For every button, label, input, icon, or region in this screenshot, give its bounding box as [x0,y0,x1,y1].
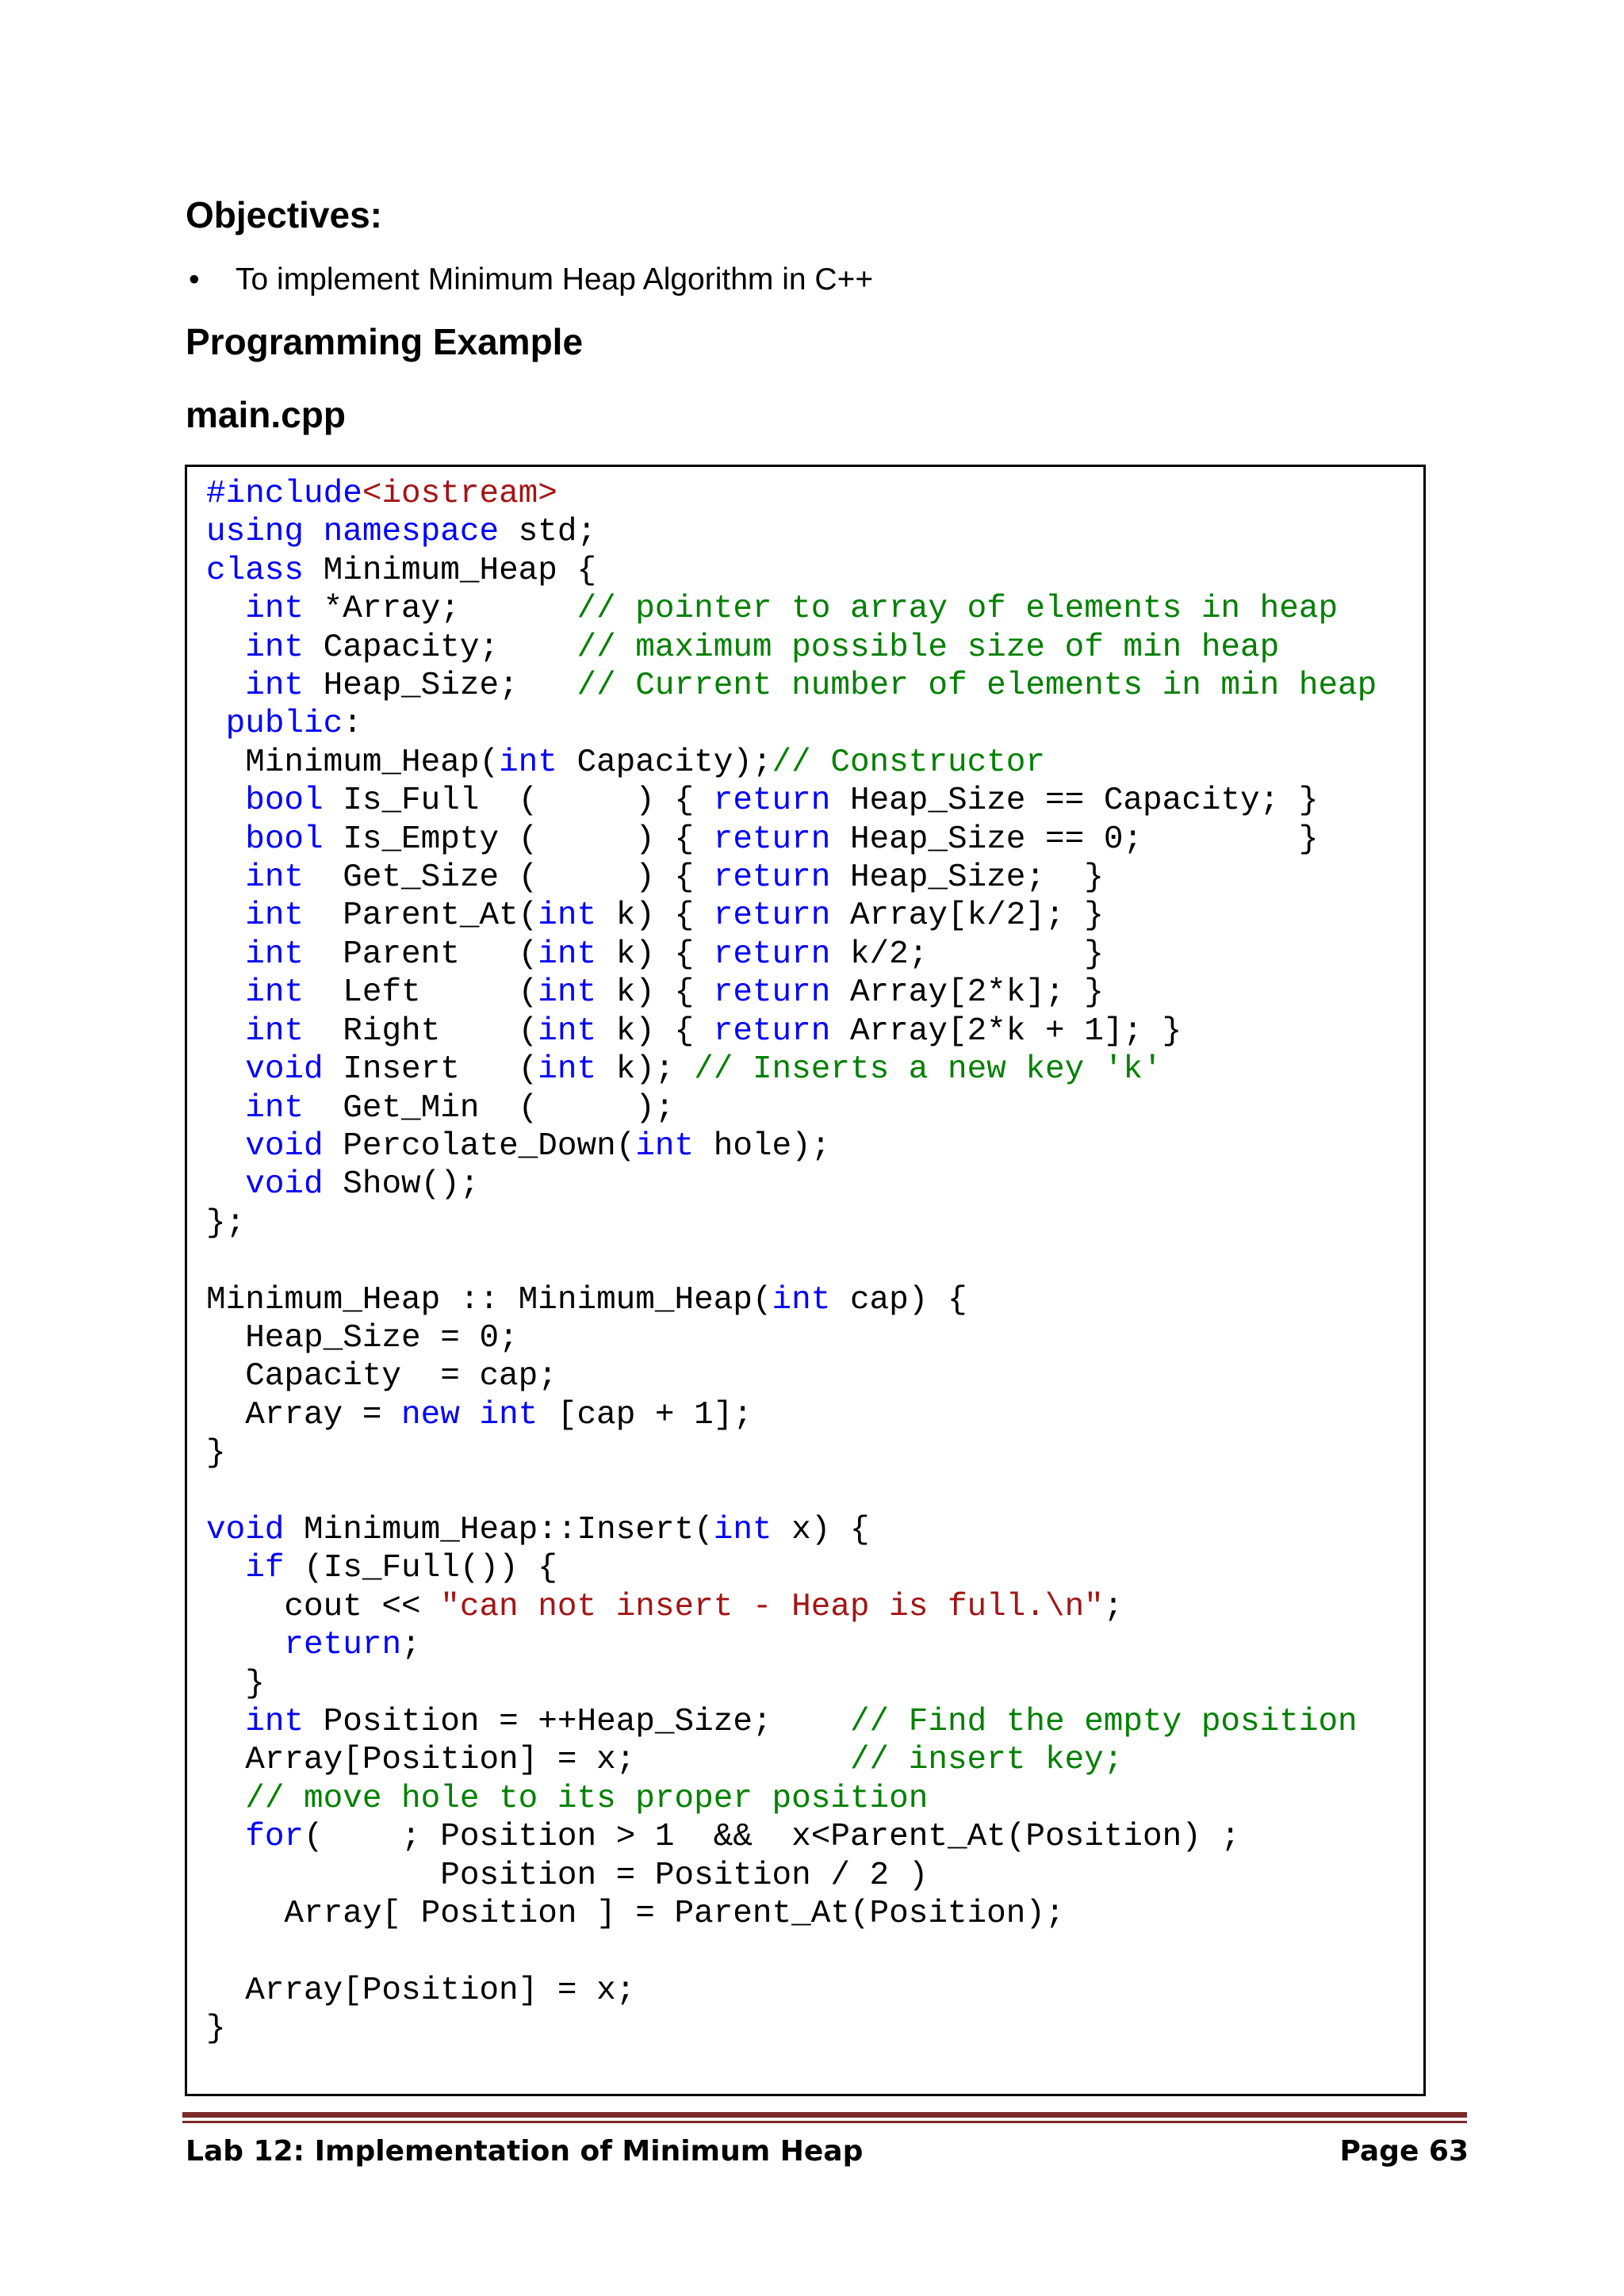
code-keyword: int [245,859,304,897]
code-text: Insert ( [323,1051,538,1089]
code-keyword: int [245,936,304,973]
code-line [206,1589,1123,1625]
code-line [206,1666,265,1702]
code-keyword: int [538,1051,597,1089]
code-text: Is_Empty ( ) { [323,821,714,858]
code-comment: // Current number of elements in min heap [576,668,1377,705]
code-line [206,744,1045,781]
code-text: k) { [596,1012,714,1050]
code-text [206,1781,245,1817]
code-text: cout << [206,1588,441,1625]
code-keyword: int [245,591,304,628]
code-line [206,974,1104,1011]
code-text: } [206,1665,265,1702]
code-line [206,1858,928,1894]
code-text [206,897,245,934]
code-keyword: return [713,783,831,820]
code-text [206,783,245,819]
objective-text: To implement Minimum Heap Algorithm in C++ [236,262,874,297]
code-text: Get_Min ( ); [304,1089,675,1127]
code-keyword: int [245,1089,304,1127]
code-keyword: int [713,1511,772,1548]
objectives-list [186,262,873,299]
code-text: k); [596,1051,695,1089]
code-text: Position = Position / 2 ) [206,1857,929,1894]
code-line [206,476,557,512]
code-comment: // Constructor [772,744,1045,781]
code-line [206,1512,870,1548]
code-listing-box [185,465,1426,2096]
code-line [206,1090,675,1127]
code-text [206,974,245,1011]
code-line [206,1435,226,1471]
code-keyword: void [245,1166,324,1203]
objectives-heading: Objectives: [186,194,382,235]
code-text: ; [401,1627,421,1664]
code-text: Heap_Size; } [830,859,1104,897]
code-text: std; [499,514,597,551]
code-text [460,1397,480,1433]
code-keyword: return [713,859,831,897]
code-text [206,1090,245,1127]
code-keyword: bool [245,783,324,820]
code-text [206,629,245,666]
code-line [206,1320,519,1357]
code-text [206,1550,245,1586]
code-text [206,1819,245,1855]
code-text: Heap_Size = 0; [206,1319,519,1357]
code-keyword: int [245,1704,304,1740]
footer-lab-title: Lab 12: Implementation of Minimum Heap [186,2135,864,2168]
code-keyword: int [538,936,597,973]
code-line [206,1627,421,1663]
code-line [206,783,1318,819]
code-keyword: if [245,1550,285,1587]
code-text: [cap + 1]; [538,1396,753,1433]
code-text: Capacity; [304,629,577,666]
code-keyword: using [206,514,304,551]
code-line [206,1013,1182,1050]
code-keyword: int [772,1281,831,1318]
code-text [206,1128,245,1165]
code-line [206,1397,753,1433]
code-keyword: return [713,974,831,1012]
code-text: Minimum_Heap { [304,552,597,589]
code-text: Right ( [304,1012,538,1050]
code-line [206,514,596,550]
code-text [206,706,226,742]
code-text: x) { [772,1511,870,1548]
code-line [206,1896,1065,1932]
code-keyword: int [538,974,597,1012]
footer-rule-thin [182,2121,1467,2123]
code-text [206,821,245,858]
code-comment: // pointer to array of elements in heap [576,591,1339,628]
code-text: Minimum_Heap :: Minimum_Heap( [206,1281,772,1318]
code-line [206,668,1377,704]
code-text: *Array; [304,591,577,628]
code-text [206,859,245,896]
code-text [206,591,245,627]
code-text: k/2; } [830,936,1104,973]
code-keyword: int [538,1012,597,1050]
code-line [206,1282,967,1318]
code-text: Heap_Size == 0; } [830,821,1319,858]
code-keyword: void [245,1051,324,1089]
code-text: (Is_Full()) { [284,1550,557,1587]
code-keyword: int [538,897,597,935]
code-text: ( ; Position > 1 && x<Parent_At(Position) ; [304,1819,1241,1856]
code-string: <iostream> [362,476,557,512]
code-text: Left ( [304,974,538,1012]
code-line [206,859,1104,896]
code-text: Percolate_Down( [323,1127,636,1165]
code-keyword: return [713,821,831,858]
code-keyword: int [245,897,304,935]
code-text: Capacity = cap; [206,1358,557,1395]
code-text: k) { [596,974,714,1012]
code-keyword: int [479,1396,538,1433]
code-keyword: int [245,974,304,1012]
code-comment: // Find the empty position [849,1704,1358,1740]
code-line [206,897,1104,934]
code-line [206,1781,928,1817]
code-keyword: namespace [323,514,500,551]
code-text: Heap_Size == Capacity; } [830,783,1319,820]
code-line [206,1358,557,1395]
code-keyword: return [713,897,831,935]
code-keyword: return [284,1627,402,1664]
code-keyword: public [225,706,343,743]
code-text [206,1704,245,1740]
footer-rule-thick [182,2112,1467,2118]
code-text: k) { [596,897,714,935]
code-line [206,1166,479,1203]
programming-example-heading: Programming Example [186,321,584,362]
objective-item [186,262,873,299]
code-keyword: return [713,1012,831,1050]
code-line [206,553,596,589]
code-text: hole); [694,1127,831,1165]
file-name-heading: main.cpp [186,394,346,435]
code-keyword: class [206,552,304,589]
code-text: Parent ( [304,936,538,973]
code-text: Minimum_Heap( [206,744,500,781]
code-text: Is_Full ( ) { [323,783,714,820]
code-text: Capacity); [557,744,772,781]
code-text [206,1166,245,1203]
code-text [206,1627,284,1663]
code-text: Array[Position] = x; [206,1972,636,2009]
code-line [206,1128,830,1165]
code-text: Array = [206,1396,402,1433]
code-keyword: int [245,668,304,705]
code-text: Array[2*k + 1]; } [830,1012,1182,1050]
code-line [206,1973,635,2009]
code-keyword: #include [206,476,362,512]
code-string: "can not insert - Heap is full.\n" [440,1588,1104,1625]
code-text: cap) { [830,1281,967,1318]
code-keyword: int [245,629,304,666]
code-text: Position = ++Heap_Size; [304,1704,850,1740]
code-text [206,668,245,704]
code-comment: // maximum possible size of min heap [576,629,1280,666]
code-line [206,629,1279,666]
code-text: ; [1103,1588,1124,1625]
code-keyword: int [635,1127,695,1165]
footer-page-number: Page 63 [1339,2135,1469,2168]
code-line [206,706,362,742]
code-text: } [206,2011,226,2048]
code-keyword: bool [245,821,324,858]
code-keyword: int [499,744,557,781]
code-text: Show(); [323,1166,480,1203]
code-line [206,1205,245,1242]
code-line [206,1704,1358,1740]
code-text: Get_Size ( ) { [304,859,714,897]
code-comment: // Inserts a new key 'k' [694,1051,1162,1089]
code-line [206,1742,1123,1778]
code-comment: // insert key; [849,1742,1124,1779]
code-keyword: void [206,1511,285,1548]
code-text: Minimum_Heap::Insert( [284,1511,714,1548]
code-text [206,1013,245,1050]
code-line [206,1550,557,1586]
code-text [304,514,324,550]
code-text: k) { [596,936,714,973]
code-text: Array[2*k]; } [830,974,1104,1012]
code-text [206,1051,245,1088]
code-line [206,2011,226,2047]
code-line [206,1819,1240,1855]
code-text [206,936,245,973]
code-text: Array[ Position ] = Parent_At(Position); [206,1896,1065,1933]
code-text: } [206,1435,226,1472]
code-line [206,1051,1162,1088]
code-keyword: return [713,936,831,973]
code-text: Parent_At( [304,897,538,935]
code-text: Array[k/2]; } [830,897,1104,935]
code-line [206,821,1318,858]
code-keyword: new [401,1396,460,1433]
code-text: }; [206,1204,246,1242]
code-keyword: int [245,1012,304,1050]
code-block [206,475,1377,2049]
code-line [206,936,1104,973]
code-keyword: for [245,1819,304,1856]
code-comment: // move hole to its proper position [245,1780,929,1817]
code-text: Heap_Size; [304,668,577,705]
code-keyword: void [245,1127,324,1165]
bullet-icon: • [189,262,200,297]
code-text: Array[Position] = x; [206,1742,850,1779]
code-text: : [343,706,362,743]
code-line [206,591,1338,627]
